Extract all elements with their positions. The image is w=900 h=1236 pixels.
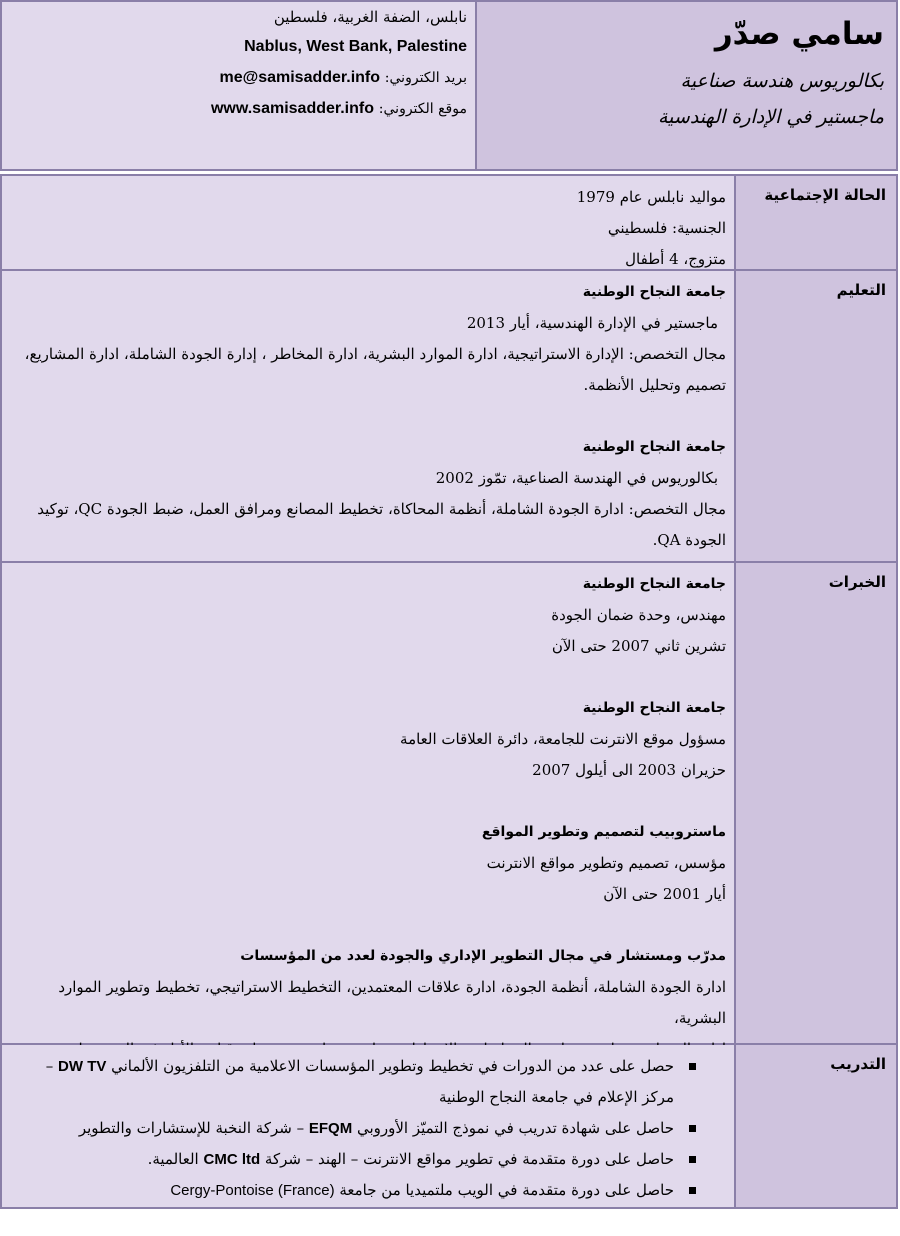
email-line [2,68,467,87]
list-item [10,1113,726,1144]
experience-org: مدرّب ومستشار في مجال التطوير الإداري والجودة لعدد من المؤسسات [240,948,726,964]
education-degree: ماجستير في الإدارة الهندسية، أيار 2013 [466,314,718,332]
spacer [10,910,726,941]
training-list [10,1051,726,1206]
bullet-square-icon [689,1063,696,1070]
training-content [2,1045,734,1207]
education-field: مجال التخصص: الإدارة الاستراتيجية، ادارة الموارد البشرية، ادارة المخاطر ، إدارة الجودة الشاملة، ادارة المشاريع، [24,345,726,363]
education-institution: جامعة النجاح الوطنية [582,284,726,300]
training-org-en: DW TV [58,1058,107,1075]
training-org-en: EFQM [308,1120,353,1137]
section-title-education: التعليم [734,271,896,561]
bullet-square-icon [689,1187,696,1194]
education-degree: بكالوريوس في الهندسة الصناعية، تمّوز 2002 [435,469,718,487]
experience-org: ماستروبيب لتصميم وتطوير المواقع [481,824,726,840]
training-org-en: CMC ltd [203,1151,261,1168]
education-field: تصميم وتحليل الأنظمة. [583,376,726,394]
experience-line: مهندس، وحدة ضمان الجودة [551,606,726,624]
training-text: – [45,1057,59,1075]
personal-line: الجنسية: فلسطيني [607,219,726,237]
experience-org: جامعة النجاح الوطنية [582,700,726,716]
education-institution: جامعة النجاح الوطنية [582,439,726,455]
spacer [10,401,726,432]
bullet-square-icon [689,1156,696,1163]
section-education [0,271,898,563]
list-item [10,1144,726,1175]
experience-line: ادارة الجودة الشاملة، أنظمة الجودة، ادارة علاقات المعتمدين، التخطيط الاستراتيجي، تخطيط وتطوير الموارد البشرية، [58,978,726,1027]
website-line [2,99,467,118]
experience-org: جامعة النجاح الوطنية [582,576,726,592]
contact-block [2,2,475,169]
experience-content [2,563,734,1043]
experience-line: تشرين ثاني 2007 حتى الآن [551,637,726,655]
email-label: بريد الكتروني: [384,70,467,86]
section-title-training: التدريب [734,1045,896,1207]
section-experience [0,563,898,1045]
name-block [475,2,896,169]
personal-content [2,176,734,269]
section-personal [0,174,898,271]
website-label: موقع الكتروني: [378,101,467,117]
experience-line: مؤسس، تصميم وتطوير مواقع الانترنت [486,854,726,872]
education-content [2,271,734,561]
list-item [10,1175,726,1206]
training-text: حاصل على دورة متقدمة في الويب ملتميديا من جامعة [334,1181,674,1199]
degree-bachelor: بكالوريوس هندسة صناعية [680,70,884,92]
location-arabic: نابلس، الضفة الغربية، فلسطين [273,8,467,26]
experience-line: حزيران 2003 الى أيلول 2007 [532,761,726,779]
cv-header [0,0,898,171]
section-training [0,1045,898,1209]
website-link[interactable]: www.samisadder.info [210,100,374,117]
spacer [10,786,726,817]
training-text: – شركة النخبة للإستشارات والتطوير [78,1119,309,1137]
education-field: مجال التخصص: ادارة الجودة الشاملة، أنظمة المحاكاة، تخطيط المصانع ومرافق العمل، ضبط الجودة QC، توكيد [37,500,726,518]
experience-line: مسؤول موقع الانترنت للجامعة، دائرة العلاقات العامة [400,730,726,748]
training-text: مركز الإعلام في جامعة النجاح الوطنية [438,1088,674,1106]
experience-line: أيار 2001 حتى الآن [603,885,726,903]
section-title-personal: الحالة الإجتماعية [734,176,896,269]
training-text: حاصل على دورة متقدمة في تطوير مواقع الانترنت – الهند – شركة [260,1150,674,1168]
education-field: الجودة QA. [652,531,726,549]
degree-master: ماجستير في الإدارة الهندسية [657,106,884,128]
list-item [10,1051,726,1113]
person-name: سامي صدّر [714,16,884,52]
training-org-en: Cergy-Pontoise (France) [170,1182,335,1199]
personal-line: متزوج، 4 أطفال [625,250,726,268]
personal-line: مواليد نابلس عام 1979 [576,188,726,206]
section-title-experience: الخبرات [734,563,896,1043]
location-english: Nablus, West Bank, Palestine [244,38,467,55]
email-link[interactable]: me@samisadder.info [219,69,381,86]
training-text: العالمية. [147,1150,204,1168]
bullet-square-icon [689,1125,696,1132]
training-text: حصل على عدد من الدورات في تخطيط وتطوير المؤسسات الاعلامية من التلفزيون الألماني [106,1057,674,1075]
training-text: حاصل على شهادة تدريب في نموذج التميّز الأوروبي [352,1119,674,1137]
spacer [10,662,726,693]
